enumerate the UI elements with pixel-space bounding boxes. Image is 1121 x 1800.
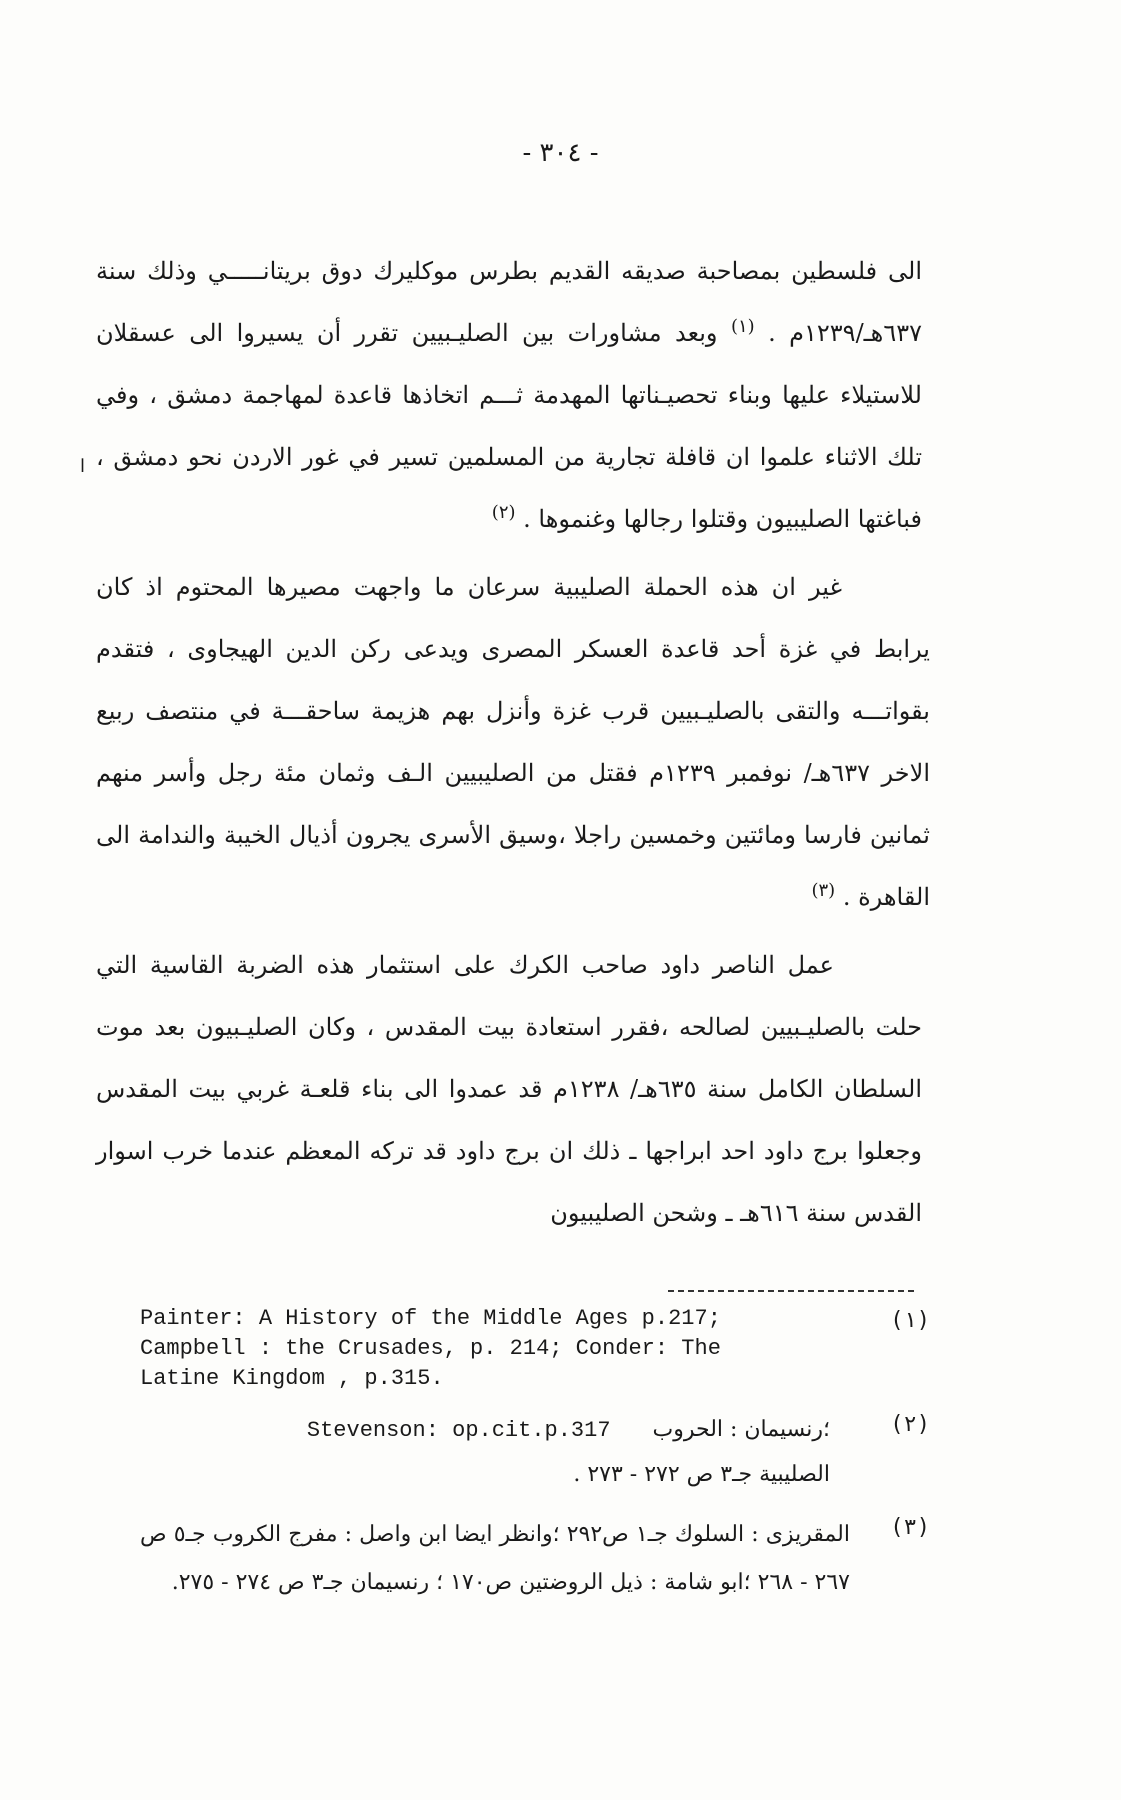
- paragraph-1-text-b: وبعد مشاورات بين الصليـبيين تقرر أن يسيروا الى عسقلان للاستيلاء عليها وبناء تحصيـناتها المهدمة ثـــم اتخاذها قاعدة لمهاجمة دمشق ، وفي تلك الاثناء علموا ان قافلة تجارية من المسلمين تسير في غور الاردن نحو دمشق ، فباغتها الصليبيون وقتلوا رجالها وغنموها .: [96, 319, 923, 533]
- footnote-1-number: (١): [890, 1308, 930, 1333]
- footnote-ref-1: (١): [730, 316, 755, 337]
- footnote-ref-3: (٣): [811, 880, 836, 901]
- paragraph-3: [96, 934, 922, 1244]
- footnote-1: [140, 1304, 930, 1394]
- footnote-3-text: المقريزى : السلوك جـ١ ص٢٩٢ ؛وانظر ايضا ابن واصل : مفرج الكروب جـ٥ ص ٢٦٧ - ٢٦٨ ؛ابو شامة : ذيل الروضتين ص١٧٠ ؛ رنسيمان جـ٣ ص ٢٧٤ - ٢٧٥.: [140, 1522, 850, 1595]
- footnotes: [140, 1304, 930, 1621]
- margin-mark: ا: [80, 456, 86, 477]
- page-number: - ٣٠٤ -: [522, 138, 599, 168]
- footnote-2-number: (٢): [890, 1412, 930, 1437]
- body-text: [96, 240, 930, 1244]
- footnote-2-latin: Stevenson: op.cit.p.317: [306, 1418, 611, 1443]
- paragraph-1-text-a: الى فلسطين بمصاحبة صديقه القديم بطرس موكليرك دوق بريتانـــــي وذلك سنة ٦٣٧هـ/١٢٣٩م .: [96, 257, 923, 347]
- footnote-2-text: [140, 1408, 830, 1497]
- footnote-2-arabic-b: الصليبية جـ٣ ص ٢٧٢ - ٢٧٣ .: [573, 1462, 830, 1487]
- paragraph-1: [96, 240, 922, 550]
- footnote-ref-2: (٢): [491, 502, 516, 523]
- paragraph-2-text: غير ان هذه الحملة الصليبية سرعان ما واجهت مصيرها المحتوم اذ كان يرابط في غزة أحد قاعدة العسكر المصرى ويدعى ركن الدين الهيجاوى ، فتقدم بقواتـــه والتقى بالصليـبيين قرب غزة وأنزل بهم هزيمة ساحقـــة في منتصف ربيع الاخر ٦٣٧هـ/ نوفمبر ١٢٣٩م فقتل من الصليبيين الـف وثمان مئة رجل وأسر منهم ثمانين فارسا ومائتين وخمسين راجلا ،وسيق الأسرى يجرون أذيال الخيبة والندامة الى القاهرة .: [96, 573, 930, 911]
- paragraph-3-text: عمل الناصر داود صاحب الكرك على استثمار هذه الضربة القاسية التي حلت بالصليـبيين لصالحه ،فقرر استعادة بيت المقدس ، وكان الصليـبيون بعد موت السلطان الكامل سنة ٦٣٥هـ/ ١٢٣٨م قد عمدوا الى بناء قلعـة غربي بيت المقدس وجعلوا برج داود احد ابراجها ـ ذلك ان برج داود قد تركه المعظم عندما خرب اسوار القدس سنة ٦١٦هـ ـ وشحن الصليبيون: [96, 951, 922, 1227]
- footnote-2-arabic-a: ؛رنسيمان : الحروب: [652, 1417, 830, 1442]
- footnote-3-number: (٣): [890, 1515, 930, 1540]
- footnote-3: [140, 1511, 930, 1607]
- footnote-2: [140, 1408, 930, 1497]
- paragraph-2: [96, 556, 930, 928]
- footnote-1-text: Painter: A History of the Middle Ages p.217; Campbell : the Crusades, p. 214; Conder: The Latine Kingdom , p.315.: [140, 1306, 721, 1391]
- footnote-separator: [668, 1290, 914, 1292]
